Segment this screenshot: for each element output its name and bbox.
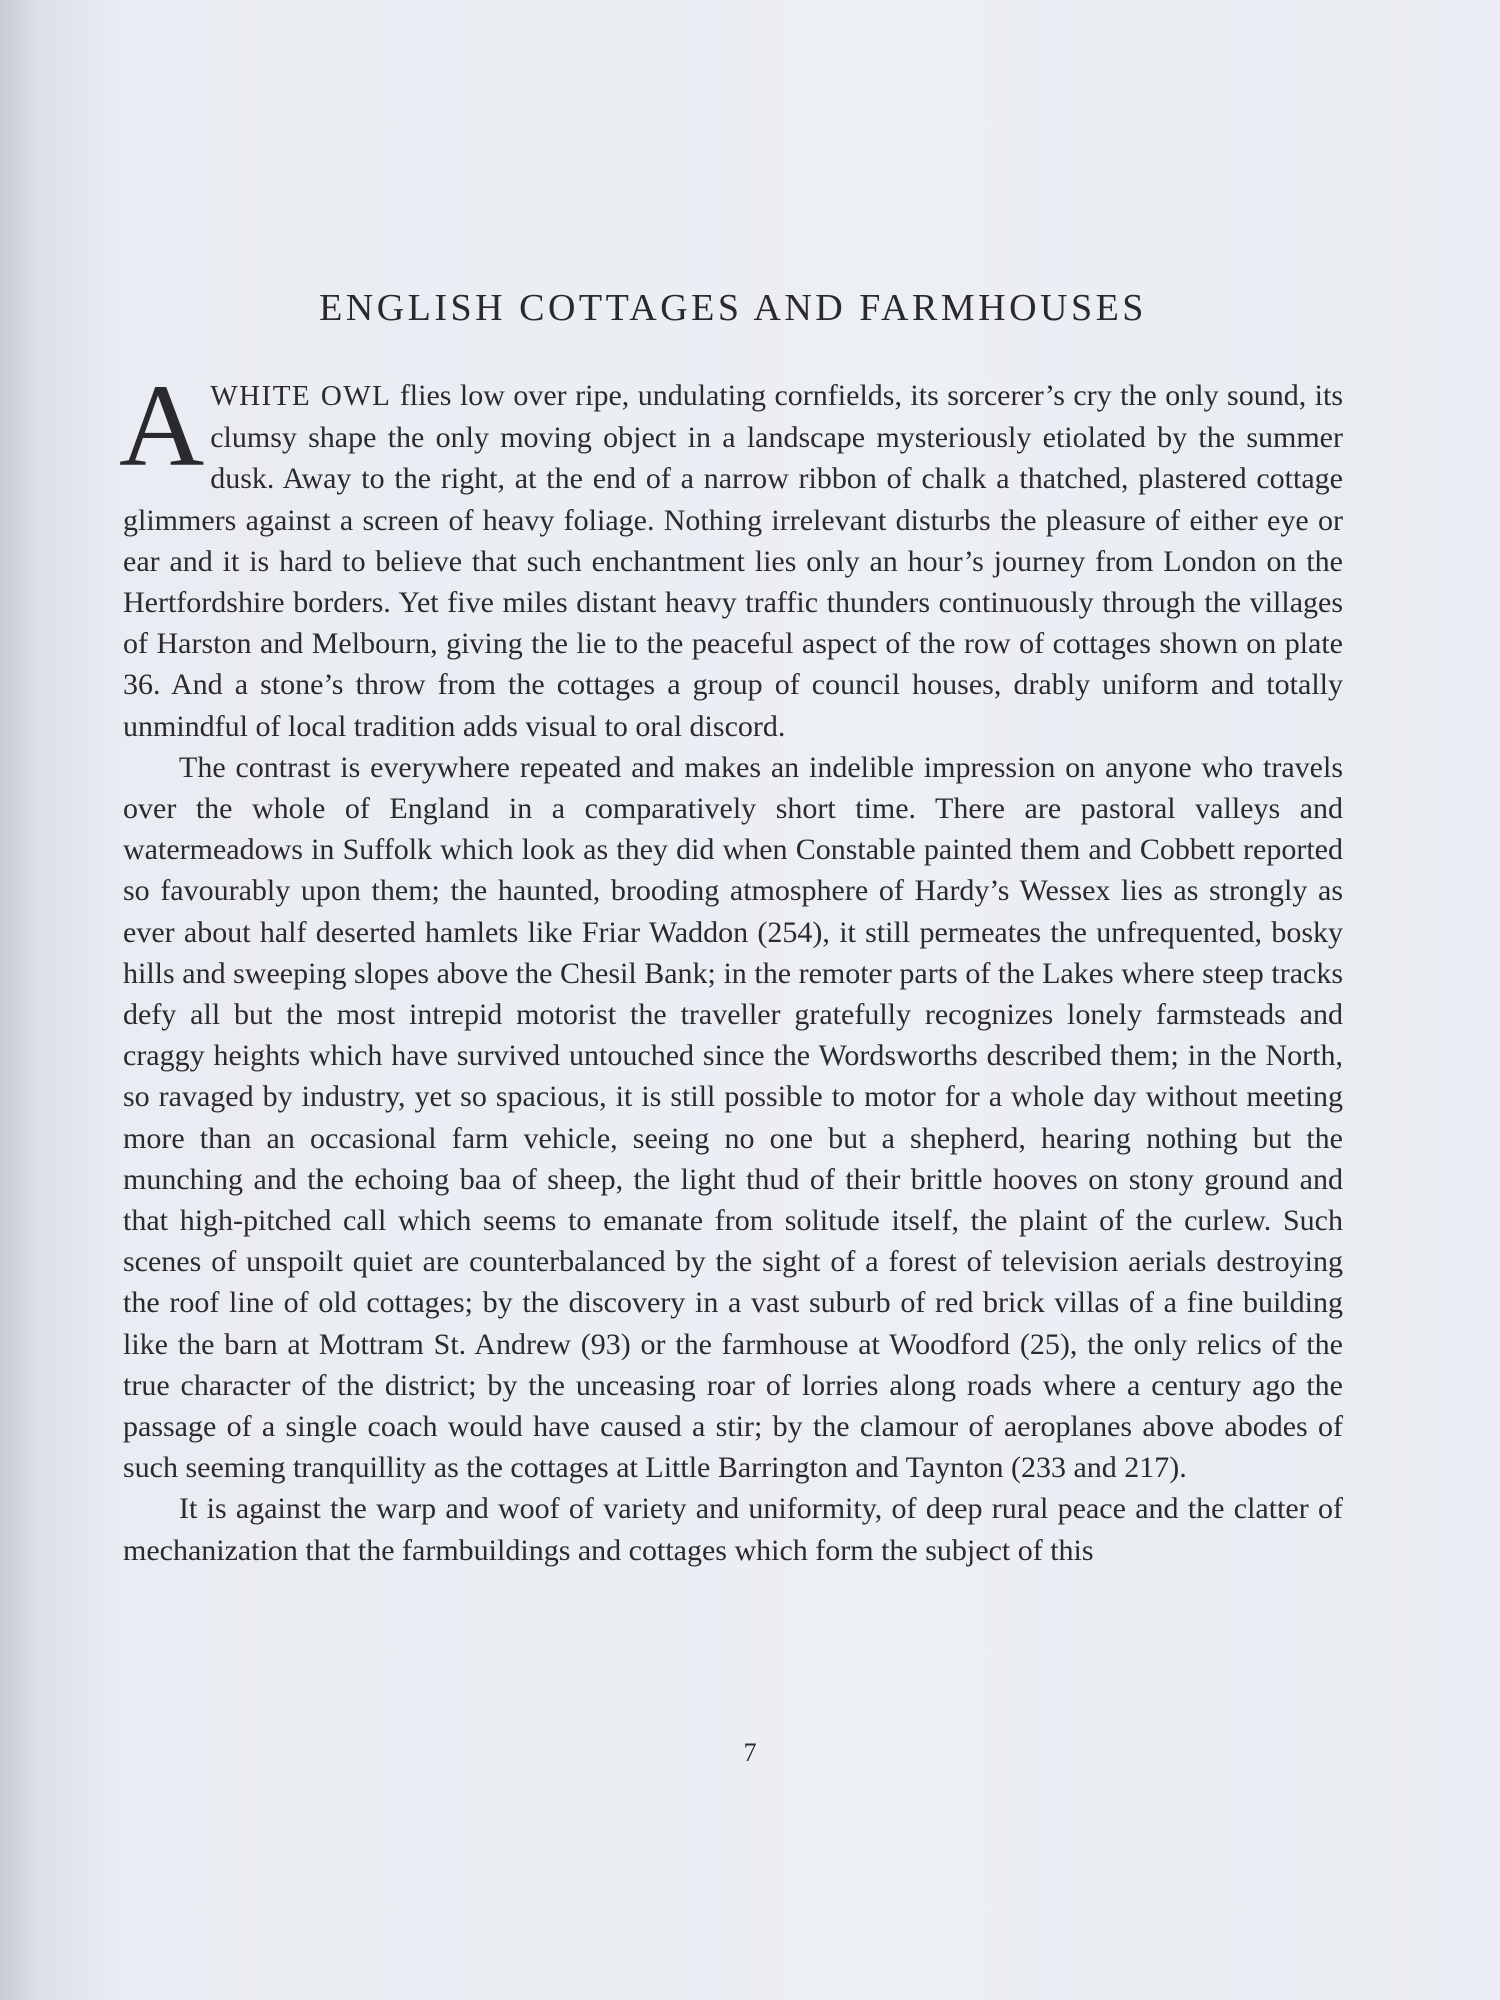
- drop-cap: A: [119, 360, 205, 491]
- text-block: [119, 286, 1343, 1571]
- paragraph-1-text: flies low over ripe, undulating cornfields, its sorcerer’s cry the only sound, its clumsy shape the only moving object in a landscape mysteriously etiolated by the summer dusk. Away to the right, at the end of a narrow ribbon of chalk a thatched, plastered cottage glimmers against a screen of heavy foliage. Nothing irrelevant disturbs the pleasure of either eye or ear and it is hard to believe that such enchantment lies only an hour’s journey from London on the Hertfordshire borders. Yet five miles distant heavy traffic thunders continuously through the villages of Harston and Melbourn, giving the lie to the peaceful aspect of the row of cottages shown on plate 36. And a stone’s throw from the cottages a group of council houses, drably uniform and totally unmindful of local tradition adds visual to oral discord.: [123, 379, 1343, 743]
- paragraph-3: It is against the warp and woof of variety and uniformity, of deep rural peace and the clatter of mechanization that the farmbuildings and cottages which form the subject of this: [123, 1492, 1343, 1567]
- chapter-title: ENGLISH COTTAGES AND FARMHOUSES: [319, 287, 1147, 329]
- paragraph-2: The contrast is everywhere repeated and makes an indelible impression on anyone who travels over the whole of England in a comparatively short time. There are pastoral valleys and watermeadows in Suffolk which look as they did when Constable painted them and Cobbett reported so favourably upon them; the haunted, brooding atmosphere of Hardy’s Wessex lies as strongly as ever about half deserted hamlets like Friar Waddon (254), it still permeates the unfrequented, bosky hills and sweeping slopes above the Chesil Bank; in the remoter parts of the Lakes where steep tracks defy all but the most intrepid motorist the traveller gratefully recognizes lonely farmsteads and craggy heights which have survived untouched since the Wordsworths described them; in the North, so ravaged by industry, yet so spacious, it is still possible to motor for a whole day without meeting more than an occasional farm vehicle, seeing no one but a shepherd, hearing nothing but the munching and the echoing baa of sheep, the light thud of their brittle hooves on stony ground and that high-pitched call which seems to emanate from solitude itself, the plaint of the curlew. Such scenes of unspoilt quiet are counterbalanced by the sight of a forest of television aerials destroying the roof line of old cottages; by the discovery in a vast suburb of red brick villas of a fine building like the barn at Mottram St. Andrew (93) or the farmhouse at Woodford (25), the only relics of the true character of the district; by the unceasing roar of lorries along roads where a century ago the passage of a single coach would have caused a stir; by the clamour of aeroplanes above abodes of such seeming tranquillity as the cottages at Little Barrington and Taynton (233 and 217).: [123, 750, 1343, 1485]
- paragraph-1: [119, 360, 1343, 747]
- page-number: 7: [743, 1738, 757, 1767]
- lead-small-caps: WHITE OWL: [210, 380, 392, 412]
